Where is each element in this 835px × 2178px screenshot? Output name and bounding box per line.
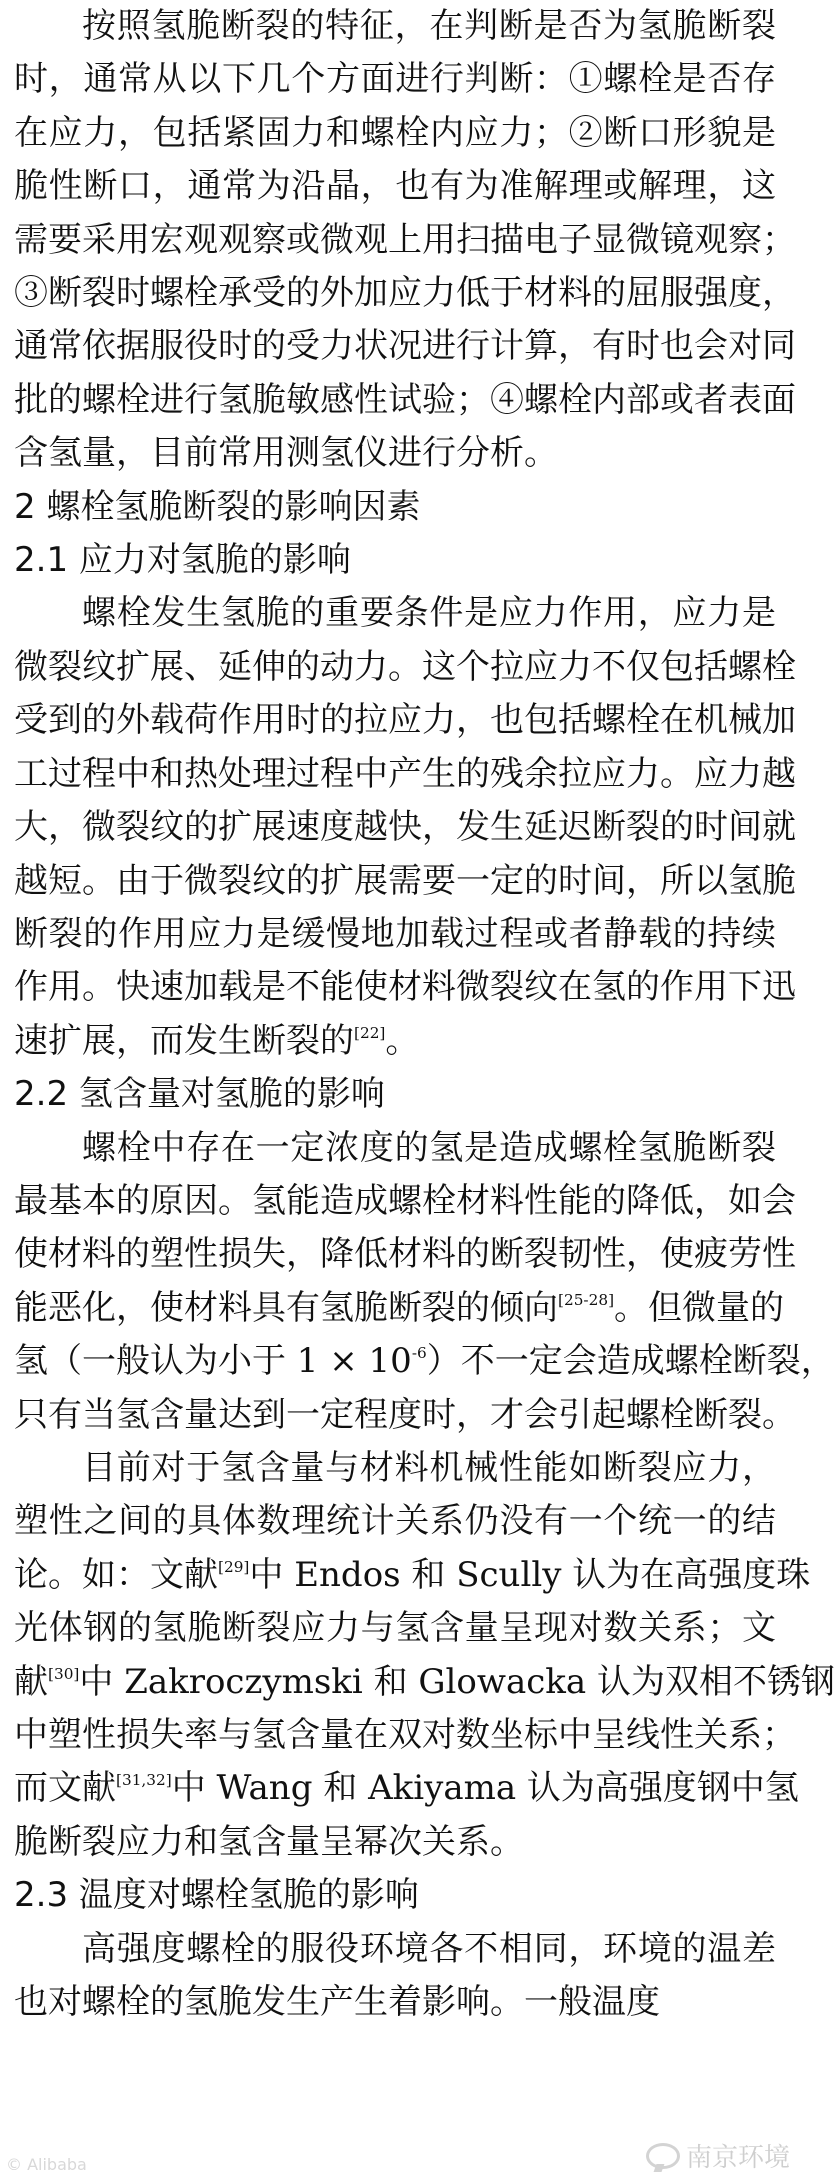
text-line: 工过程中和热处理过程中产生的残余拉应力。应力越 — [14, 753, 796, 794]
text-line — [14, 1015, 776, 1068]
text-line: 光体钢的氢脆断裂应力与氢含量呈现对数关系；文 — [14, 1608, 776, 1649]
text-fragment: 中 Wang 和 Akiyama 认为高强度钢中氢 — [171, 1768, 799, 1809]
intro-paragraph — [14, 0, 796, 481]
section-2-2-paragraph-2 — [14, 1442, 835, 1869]
text-line: 塑性之间的具体数理统计关系仍没有一个统一的结 — [14, 1501, 776, 1542]
text-line — [14, 1282, 785, 1335]
section-2-1-paragraph — [14, 587, 796, 1068]
text-line: 受到的外载荷作用时的拉应力，也包括螺栓在机械加 — [14, 700, 796, 741]
text-line: 需要采用宏观观察或微观上用扫描电子显微镜观察； — [14, 219, 796, 260]
citation-ref: [25-28] — [558, 1290, 615, 1309]
text-fragment: 中 Endos 和 Scully 认为在高强度珠 — [249, 1554, 811, 1595]
text-line: 螺栓发生氢脆的重要条件是应力作用，应力是 — [82, 593, 776, 634]
section-2-2-paragraph-1 — [14, 1122, 835, 1442]
section-2-3-heading: 2.3 温度对螺栓氢脆的影响 — [14, 1875, 419, 1916]
text-line: 只有当氢含量达到一定程度时，才会引起螺栓断裂。 — [14, 1394, 796, 1435]
citation-ref: [29] — [218, 1558, 250, 1577]
text-line: 含氢量，目前常用测氢仪进行分析。 — [14, 433, 558, 474]
citation-ref: [31,32] — [116, 1771, 172, 1790]
text-fragment: 献 — [14, 1661, 48, 1702]
text-line: 越短。由于微裂纹的扩展需要一定的时间，所以氢脆 — [14, 860, 796, 901]
text-line: ③断裂时螺栓承受的外加应力低于材料的屈服强度， — [14, 273, 796, 314]
text-fragment: 。但微量的 — [614, 1287, 785, 1328]
text-line — [14, 1656, 835, 1709]
text-line — [14, 1335, 835, 1388]
text-fragment: 氢（一般认为小于 1 × 10 — [14, 1341, 412, 1382]
text-line: 作用。快速加载是不能使材料微裂纹在氢的作用下迅 — [14, 967, 796, 1008]
watermark — [646, 2137, 790, 2174]
text-line: 大，微裂纹的扩展速度越快，发生延迟断裂的时间就 — [14, 807, 796, 848]
section-2-3-paragraph — [14, 1923, 776, 2030]
section-2-2-heading: 2.2 氢含量对氢脆的影响 — [14, 1074, 385, 1115]
watermark-text: 南京环境 — [685, 2143, 790, 2173]
text-line: 高强度螺栓的服役环境各不相同，环境的温差 — [82, 1928, 776, 1969]
text-fragment: ）不一定会造成螺栓断裂， — [426, 1341, 835, 1382]
text-line — [14, 1762, 799, 1815]
text-line: 批的螺栓进行氢脆敏感性试验；④螺栓内部或者表面 — [14, 379, 796, 420]
text-fragment: 而文献 — [14, 1768, 116, 1809]
text-line — [14, 1549, 811, 1602]
text-fragment: 论。如：文献 — [14, 1554, 218, 1595]
text-line: 目前对于氢含量与材料机械性能如断裂应力， — [82, 1447, 776, 1488]
text-line: 通常依据服役时的受力状况进行计算，有时也会对同 — [14, 326, 796, 367]
text-line: 中塑性损失率与氢含量在双对数坐标中呈线性关系； — [14, 1715, 796, 1755]
text-line: 在应力，包括紧固力和螺栓内应力；②断口形貌是 — [14, 112, 776, 153]
citation-ref: [30] — [48, 1664, 80, 1683]
text-line: 最基本的原因。氢能造成螺栓材料性能的降低，如会 — [14, 1180, 796, 1221]
text-fragment: 中 Zakroczymski 和 Glowacka 认为双相不锈钢 — [79, 1661, 835, 1702]
text-fragment: 。 — [385, 1020, 420, 1061]
citation-ref: [22] — [354, 1023, 386, 1042]
corner-logo: © Alibaba — [6, 2155, 87, 2174]
text-line: 脆断裂应力和氢含量呈幂次关系。 — [14, 1821, 524, 1862]
text-fragment: 能恶化，使材料具有氢脆断裂的倾向 — [14, 1287, 558, 1328]
text-line: 使材料的塑性损失，降低材料的断裂韧性，使疲劳性 — [14, 1234, 796, 1275]
text-line: 按照氢脆断裂的特征，在判断是否为氢脆断裂 — [82, 6, 776, 46]
section-2-heading: 2 螺栓氢脆断裂的影响因素 — [14, 486, 421, 527]
text-line: 也对螺栓的氢脆发生产生着影响。一般温度 — [14, 1982, 660, 2023]
text-line: 断裂的作用应力是缓慢地加载过程或者静载的持续 — [14, 913, 776, 954]
text-line: 微裂纹扩展、延伸的动力。这个拉应力不仅包括螺栓 — [14, 646, 796, 687]
chat-bubble-icon — [646, 2143, 680, 2169]
section-2-1-heading: 2.1 应力对氢脆的影响 — [14, 540, 351, 581]
exponent: -6 — [411, 1344, 427, 1363]
text-line: 螺栓中存在一定浓度的氢是造成螺栓氢脆断裂 — [82, 1127, 776, 1168]
text-line: 脆性断口，通常为沿晶，也有为准解理或解理，这 — [14, 166, 776, 207]
text-fragment: 速扩展，而发生断裂的 — [14, 1020, 354, 1061]
text-line: 时，通常从以下几个方面进行判断：①螺栓是否存 — [14, 59, 776, 100]
